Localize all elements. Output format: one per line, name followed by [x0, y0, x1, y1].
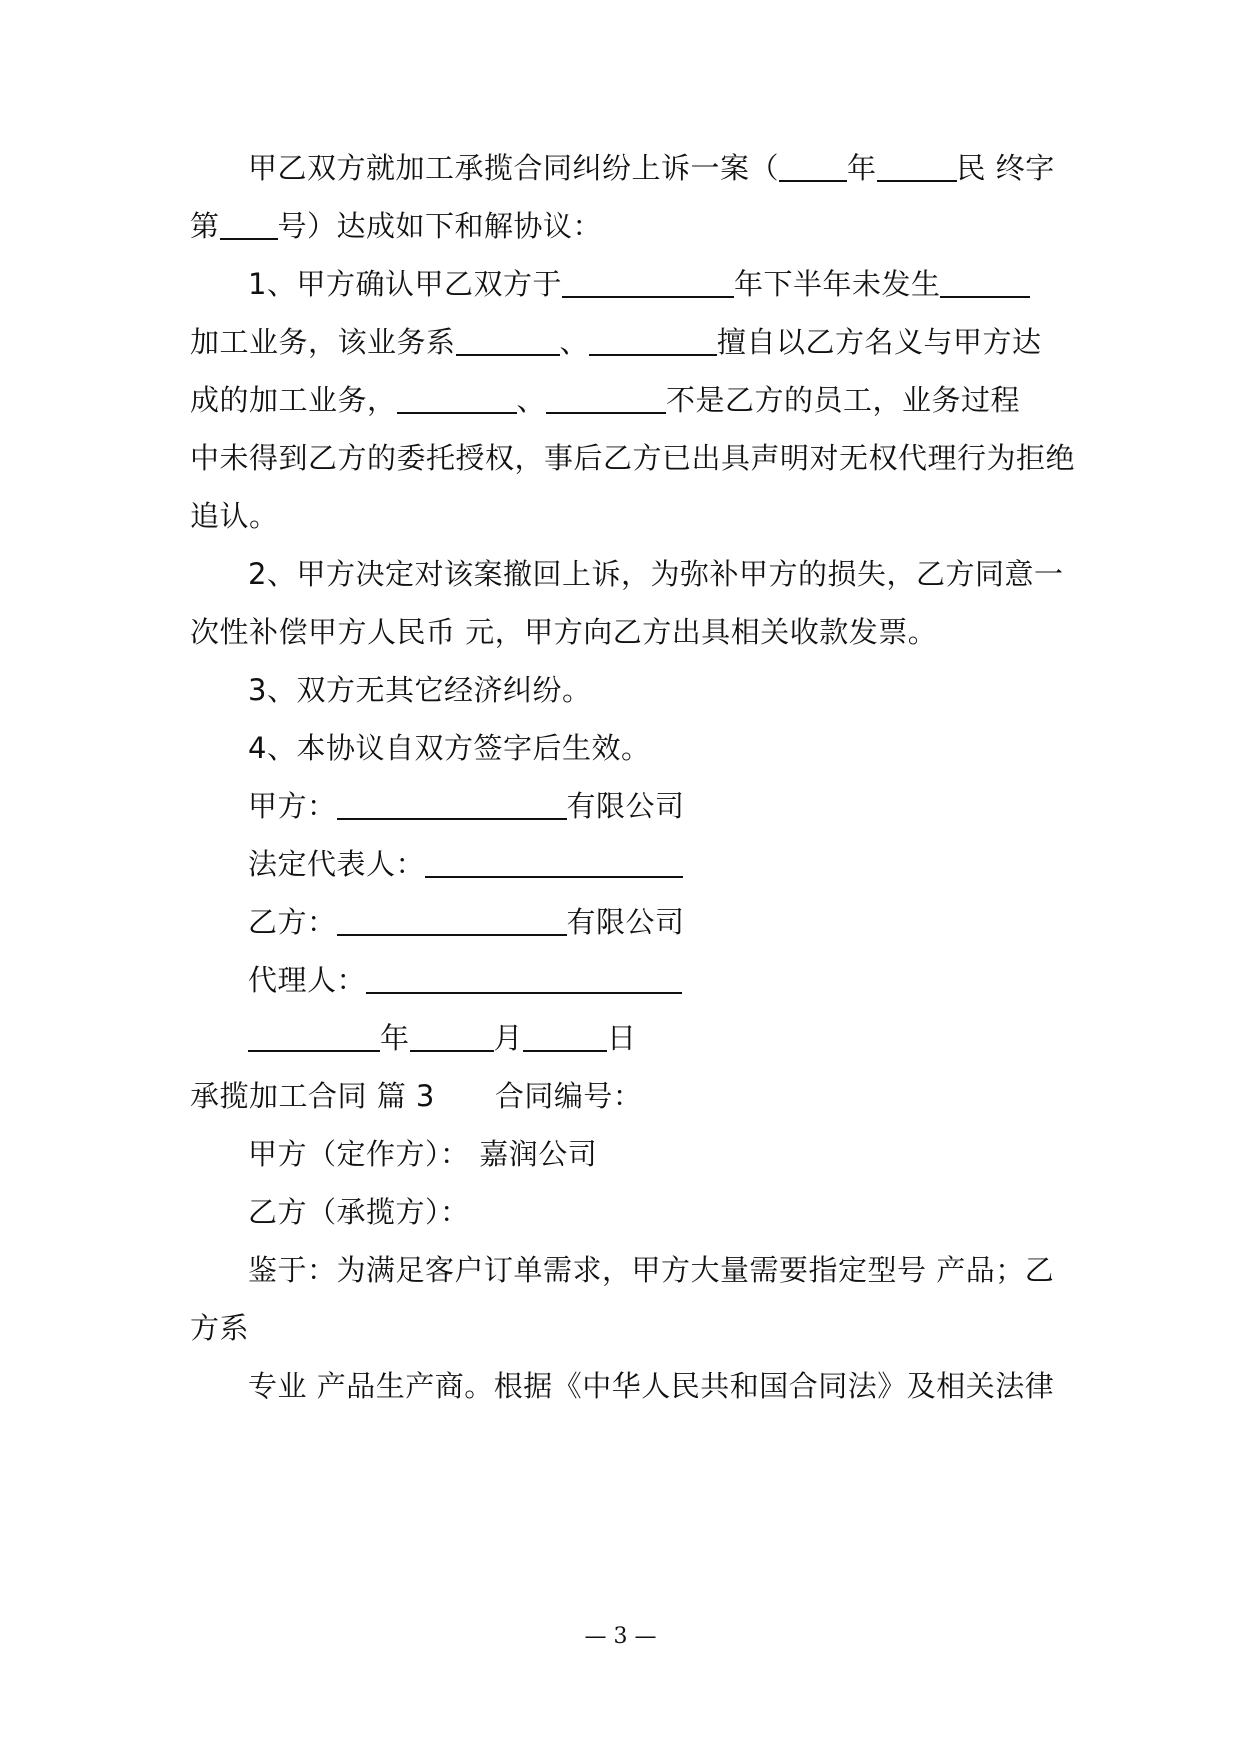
signature-agent — [248, 960, 682, 1000]
label: 乙方： — [248, 905, 337, 939]
text-segment: 擅自以乙方名义与甲方达 — [717, 325, 1042, 359]
label: 代理人： — [248, 963, 367, 997]
text-segment: 成的加工业务， — [190, 383, 397, 417]
text-segment: 1、甲方确认甲乙双方于 — [248, 267, 562, 301]
blank-year — [248, 1020, 380, 1052]
text-segment: 民 终字 — [956, 151, 1055, 185]
text-segment: 甲方（定作方）： 嘉润公司 — [248, 1137, 598, 1171]
text-segment: 次性补偿甲方人民币 元，甲方向乙方出具相关收款发票。 — [190, 615, 938, 649]
clause-3 — [248, 670, 591, 710]
text-segment: 月 — [493, 1021, 524, 1055]
paragraph-intro-line-1 — [248, 148, 1055, 188]
clause-1-line-2 — [190, 322, 1042, 362]
page-number: — 3 — — [584, 1624, 657, 1649]
text-segment: 鉴于：为满足客户订单需求，甲方大量需要指定型号 产品；乙 — [248, 1253, 1055, 1287]
section-3-party-a — [248, 1134, 597, 1174]
text-segment: 2、甲方决定对该案撤回上诉，为弥补甲方的损失，乙方同意一 — [248, 557, 1064, 591]
text-segment: 甲乙双方就加工承揽合同纠纷上诉一案（ — [248, 151, 780, 185]
blank-person-1 — [397, 382, 517, 414]
text-segment: 、 — [516, 383, 547, 417]
text-segment: 有限公司 — [566, 905, 685, 939]
blank-legal-rep — [425, 846, 683, 878]
text-segment: 追认。 — [190, 499, 279, 533]
text-segment: 4、本协议自双方签字后生效。 — [248, 731, 651, 765]
label: 甲方： — [248, 789, 337, 823]
text-segment: 年 — [380, 1021, 410, 1055]
paragraph-intro-line-2 — [190, 206, 602, 246]
section-3-party-b — [248, 1192, 470, 1232]
text-segment: 年 — [847, 151, 877, 185]
text-segment: 第 — [190, 209, 220, 243]
text-segment: 不是乙方的员工，业务过程 — [666, 383, 1021, 417]
clause-4 — [248, 728, 650, 768]
text-segment: 方系 — [190, 1311, 250, 1345]
blank-month — [410, 1020, 494, 1052]
blank-year — [562, 266, 734, 298]
clause-1-line-1 — [248, 264, 1030, 304]
text-segment: 专业 产品生产商。根据《中华人民共和国合同法》及相关法律 — [248, 1369, 1055, 1403]
blank-case-number — [220, 208, 278, 240]
section-3-whereas-line-2 — [190, 1308, 249, 1348]
text-segment: 有限公司 — [566, 789, 685, 823]
section-title: 承揽加工合同 篇 3 — [190, 1079, 435, 1113]
clause-1-line-5 — [190, 496, 279, 536]
blank-agent — [366, 962, 682, 994]
text-segment: 年下半年未发生 — [733, 267, 941, 301]
text-segment: 3、双方无其它经济纠纷。 — [248, 673, 592, 707]
blank-business — [940, 266, 1030, 298]
signature-date — [248, 1018, 637, 1058]
label: 法定代表人： — [248, 847, 426, 881]
text-segment: 号）达成如下和解协议： — [277, 209, 603, 243]
clause-1-line-3 — [190, 380, 1020, 420]
signature-party-a — [248, 786, 685, 826]
text-segment: 、 — [559, 325, 590, 359]
blank-year — [779, 150, 847, 182]
blank-court — [877, 150, 957, 182]
blank-company-name — [337, 788, 567, 820]
signature-legal-rep — [248, 844, 683, 884]
text-segment: 乙方（承揽方）： — [248, 1195, 470, 1229]
section-3-whereas-line-1 — [248, 1250, 1054, 1290]
clause-1-line-4 — [190, 438, 1075, 478]
clause-2-line-2 — [190, 612, 937, 652]
blank-person-2 — [589, 324, 717, 356]
text-segment: 加工业务，该业务系 — [190, 325, 456, 359]
blank-person-2 — [546, 382, 666, 414]
section-3-whereas-line-3 — [248, 1366, 1054, 1406]
text-segment: 日 — [607, 1021, 637, 1055]
blank-person-1 — [456, 324, 560, 356]
section-3-heading — [190, 1076, 642, 1116]
blank-day — [523, 1020, 607, 1052]
signature-party-b — [248, 902, 685, 942]
blank-company-name — [337, 904, 567, 936]
text-segment: 中未得到乙方的委托授权，事后乙方已出具声明对无权代理行为拒绝 — [190, 441, 1076, 475]
clause-2-line-1 — [248, 554, 1063, 594]
contract-number-label: 合同编号： — [494, 1079, 643, 1113]
